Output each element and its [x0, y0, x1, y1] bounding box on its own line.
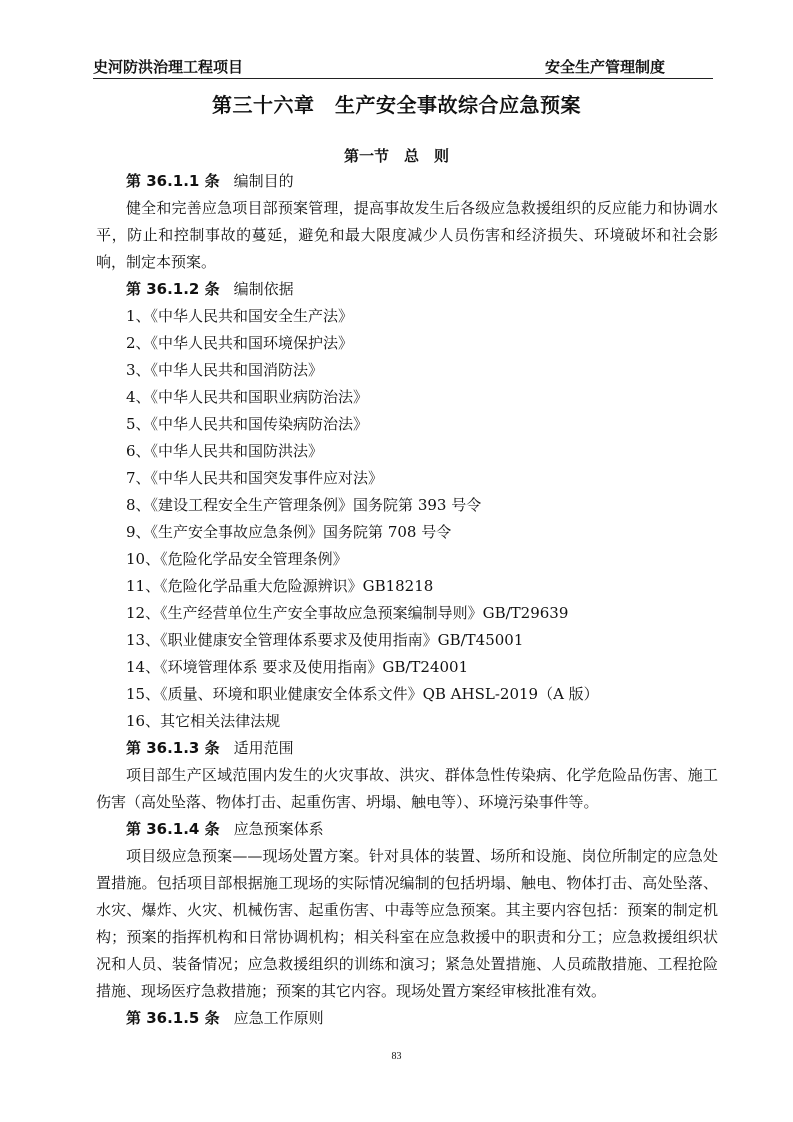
article-number: 第 36.1.5 条 [126, 1009, 220, 1027]
reference-item: 14、《环境管理体系 要求及使用指南》GB/T24001 [126, 658, 469, 676]
reference-item: 8、《建设工程安全生产管理条例》国务院第 393 号令 [126, 496, 482, 514]
section-title: 第一节 总 则 [343, 147, 449, 165]
article-heading [96, 276, 718, 303]
chapter-title: 第三十六章 生产安全事故综合应急预案 [212, 93, 581, 117]
article-number: 第 36.1.2 条 [126, 280, 220, 298]
article-title: 应急预案体系 [233, 820, 324, 838]
reference-item: 5、《中华人民共和国传染病防治法》 [126, 415, 369, 433]
reference-item: 3、《中华人民共和国消防法》 [126, 361, 324, 379]
reference-item: 9、《生产安全事故应急条例》国务院第 708 号令 [126, 523, 452, 541]
article-paragraph: 健全和完善应急项目部预案管理，提高事故发生后各级应急救援组织的反应能力和协调水平，防止和控制事故的蔓延，避免和最大限度减少人员伤害和经济损失、环境破坏和社会影响，制定本预案。 [96, 199, 718, 271]
article-heading [96, 1005, 718, 1032]
article-title: 编制依据 [233, 280, 294, 298]
page-header [93, 56, 713, 79]
article-heading [96, 168, 718, 195]
article-number: 第 36.1.1 条 [126, 172, 220, 190]
header-document-type: 安全生产管理制度 [544, 58, 665, 76]
reference-item: 2、《中华人民共和国环境保护法》 [126, 334, 354, 352]
reference-item: 12、《生产经营单位生产安全事故应急预案编制导则》GB/T29639 [126, 604, 569, 622]
article-title: 应急工作原则 [233, 1009, 324, 1027]
article-title: 适用范围 [233, 739, 294, 757]
reference-item: 1、《中华人民共和国安全生产法》 [126, 307, 354, 325]
article-number: 第 36.1.3 条 [126, 739, 220, 757]
article-heading [96, 816, 718, 843]
reference-item: 4、《中华人民共和国职业病防治法》 [126, 388, 369, 406]
document-body [96, 168, 718, 1032]
article-title: 编制目的 [233, 172, 294, 190]
page-number: 83 [391, 1051, 402, 1062]
reference-item: 7、《中华人民共和国突发事件应对法》 [126, 469, 384, 487]
article-number: 第 36.1.4 条 [126, 820, 220, 838]
reference-item: 15、《质量、环境和职业健康安全体系文件》QB AHSL-2019（A 版） [126, 685, 599, 703]
header-project-name: 史河防洪治理工程项目 [93, 58, 244, 76]
article-heading [96, 735, 718, 762]
reference-item: 10、《危险化学品安全管理条例》 [126, 550, 348, 568]
reference-item: 13、《职业健康安全管理体系要求及使用指南》GB/T45001 [126, 631, 524, 649]
article-paragraph: 项目级应急预案——现场处置方案。针对具体的装置、场所和设施、岗位所制定的应急处置措施。包括项目部根据施工现场的实际情况编制的包括坍塌、触电、物体打击、高处坠落、水灾、爆炸、火灾、机械伤害、起重伤害、中毒等应急预案。其主要内容包括：预案的制定机构；预案的指挥机构和日常协调机构；相关科室在应急救援中的职责和分工；应急救援组织状况和人员、装备情况；应急救援组织的训练和演习；紧急处置措施、人员疏散措施、工程抢险措施、现场医疗急救措施；预案的其它内容。现场处置方案经审核批准有效。 [96, 847, 718, 1000]
reference-item: 6、《中华人民共和国防洪法》 [126, 442, 324, 460]
article-paragraph: 项目部生产区域范围内发生的火灾事故、洪灾、群体急性传染病、化学危险品伤害、施工伤害（高处坠落、物体打击、起重伤害、坍塌、触电等）、环境污染事件等。 [96, 766, 718, 811]
reference-item: 16、其它相关法律法规 [126, 712, 281, 730]
reference-item: 11、《危险化学品重大危险源辨识》GB18218 [126, 577, 434, 595]
